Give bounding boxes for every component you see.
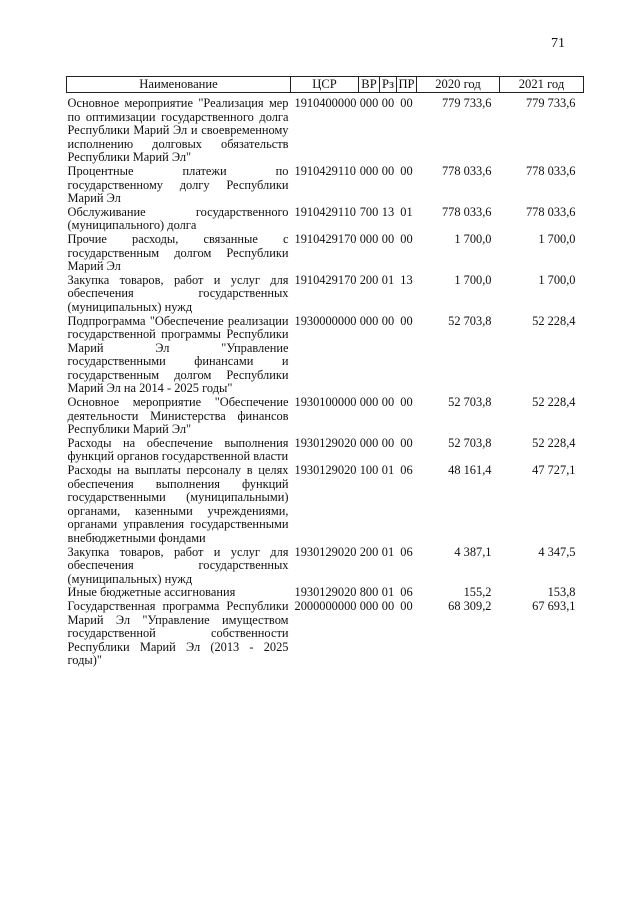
row-amount-2020: 779 733,6	[441, 96, 492, 110]
row-amount-2021: 4 347,5	[538, 544, 576, 559]
header-csr: ЦСР	[291, 77, 359, 93]
row-vr: 200	[359, 272, 379, 287]
row-pr: 00	[400, 231, 413, 246]
row-pr: 06	[400, 544, 413, 559]
row-name: Закупка товаров, работ и услуг для обеспечения государственных (муниципальных) нужд	[67, 544, 289, 586]
row-rz: 00	[381, 435, 395, 450]
row-pr: 00	[400, 96, 413, 110]
row-amount-2021: 779 733,6	[525, 96, 576, 110]
row-amount-2020: 778 033,6	[441, 204, 492, 219]
table-header-row	[67, 77, 584, 93]
row-csr: 2000000000	[294, 598, 357, 613]
row-vr: 700	[359, 204, 379, 219]
row-amount-2020: 68 309,2	[448, 598, 492, 613]
row-amount-2020: 52 703,8	[448, 395, 492, 410]
row-amount-2020: 52 703,8	[448, 435, 492, 450]
row-csr: 1930129020	[294, 435, 357, 450]
row-name: Иные бюджетные ассигнования	[67, 585, 236, 600]
table-row	[67, 396, 584, 437]
header-rz: Рз	[380, 77, 397, 93]
row-vr: 000	[359, 435, 379, 450]
row-amount-2020: 778 033,6	[441, 163, 492, 178]
row-rz: 01	[381, 272, 395, 287]
row-pr: 00	[400, 435, 413, 450]
row-name: Подпрограмма "Обеспечение реализации государственной программы Республики Марий Эл "Управление государственными финансами и государственным долгом Республики Марий Эл на 2014 - 2025 годы"	[67, 313, 289, 396]
row-pr: 00	[400, 313, 413, 328]
row-name: Закупка товаров, работ и услуг для обеспечения государственных (муниципальных) нужд	[67, 272, 289, 314]
row-name: Основное мероприятие "Обеспечение деятельности Министерства финансов Республики Марий Эл"	[67, 395, 289, 437]
row-csr: 1910429110	[294, 163, 356, 178]
table-row	[67, 206, 584, 233]
row-pr: 06	[400, 585, 413, 600]
page-number: 71	[551, 36, 565, 51]
row-vr: 200	[359, 544, 379, 559]
row-rz: 00	[381, 96, 395, 110]
row-rz: 13	[381, 204, 395, 219]
row-vr: 000	[359, 598, 379, 613]
header-2020: 2020 год	[417, 77, 500, 93]
row-name: Обслуживание государственного (муниципального) долга	[67, 204, 289, 233]
table-row	[67, 165, 584, 206]
table-row	[67, 437, 584, 464]
table-body	[67, 93, 584, 668]
row-amount-2020: 4 387,1	[454, 544, 492, 559]
row-amount-2021: 52 228,4	[532, 313, 576, 328]
table-row	[67, 233, 584, 274]
row-csr: 1910400000	[294, 96, 357, 110]
row-name: Основное мероприятие "Реализация мер по оптимизации государственного долга Республики Марий Эл и своевременному исполнению долговых обязательств Республики Марий Эл"	[67, 96, 289, 165]
row-rz: 00	[381, 598, 395, 613]
row-rz: 01	[381, 544, 395, 559]
row-name: Государственная программа Республики Марий Эл "Управление имуществом государственной собственности Республики Марий Эл (2013 - 2025 годы)"	[67, 598, 289, 668]
table-row	[67, 586, 584, 600]
row-vr: 800	[359, 585, 379, 600]
row-amount-2021: 67 693,1	[532, 598, 576, 613]
row-csr: 1910429110	[294, 204, 356, 219]
table-row	[67, 97, 584, 165]
row-amount-2021: 153,8	[547, 585, 576, 600]
table-row	[67, 546, 584, 587]
row-rz: 00	[381, 163, 395, 178]
row-rz: 00	[381, 313, 395, 328]
row-amount-2021: 778 033,6	[525, 204, 576, 219]
header-vr: ВР	[359, 77, 380, 93]
row-rz: 01	[381, 585, 395, 600]
row-rz: 00	[381, 231, 395, 246]
row-amount-2021: 52 228,4	[532, 435, 576, 450]
row-rz: 00	[381, 395, 395, 410]
row-csr: 1910429170	[294, 231, 357, 246]
row-pr: 00	[400, 598, 413, 613]
row-amount-2021: 52 228,4	[532, 395, 576, 410]
row-amount-2021: 47 727,1	[532, 463, 576, 478]
table-row	[67, 600, 584, 668]
header-2021: 2021 год	[500, 77, 584, 93]
row-vr: 100	[359, 463, 379, 478]
budget-table	[66, 76, 584, 668]
row-rz: 01	[381, 463, 395, 478]
row-vr: 000	[359, 395, 379, 410]
row-vr: 000	[359, 313, 379, 328]
row-csr: 1930129020	[294, 585, 357, 600]
row-csr: 1930129020	[294, 463, 357, 478]
row-pr: 00	[400, 395, 413, 410]
row-amount-2020: 1 700,0	[454, 231, 492, 246]
row-csr: 1910429170	[294, 272, 357, 287]
row-amount-2020: 1 700,0	[454, 272, 492, 287]
row-amount-2021: 1 700,0	[538, 272, 576, 287]
row-name: Расходы на обеспечение выполнения функций органов государственной власти	[67, 435, 289, 464]
row-amount-2021: 778 033,6	[525, 163, 576, 178]
row-name: Процентные платежи по государственному долгу Республики Марий Эл	[67, 163, 289, 206]
row-vr: 000	[359, 231, 379, 246]
row-pr: 01	[400, 204, 413, 219]
row-vr: 000	[359, 163, 379, 178]
row-pr: 13	[400, 272, 413, 287]
table-row	[67, 464, 584, 546]
row-csr: 1930129020	[294, 544, 357, 559]
table-row	[67, 274, 584, 315]
header-name: Наименование	[67, 77, 291, 93]
row-vr: 000	[359, 96, 379, 110]
header-pr: ПР	[398, 77, 415, 92]
row-amount-2020: 48 161,4	[448, 463, 492, 478]
row-amount-2020: 155,2	[463, 585, 492, 600]
row-amount-2021: 1 700,0	[538, 231, 576, 246]
row-name: Расходы на выплаты персоналу в целях обеспечения выполнения функций государственными (муниципальными) органами, казенными учреждениями, органами управления государственными внебюджетными фондами	[67, 463, 289, 545]
row-name: Прочие расходы, связанные с государственным долгом Республики Марий Эл	[67, 231, 289, 274]
row-pr: 00	[400, 163, 413, 178]
table-row	[67, 315, 584, 397]
row-csr: 1930000000	[294, 313, 357, 328]
row-amount-2020: 52 703,8	[448, 313, 492, 328]
row-csr: 1930100000	[294, 395, 357, 410]
row-pr: 06	[400, 463, 413, 478]
